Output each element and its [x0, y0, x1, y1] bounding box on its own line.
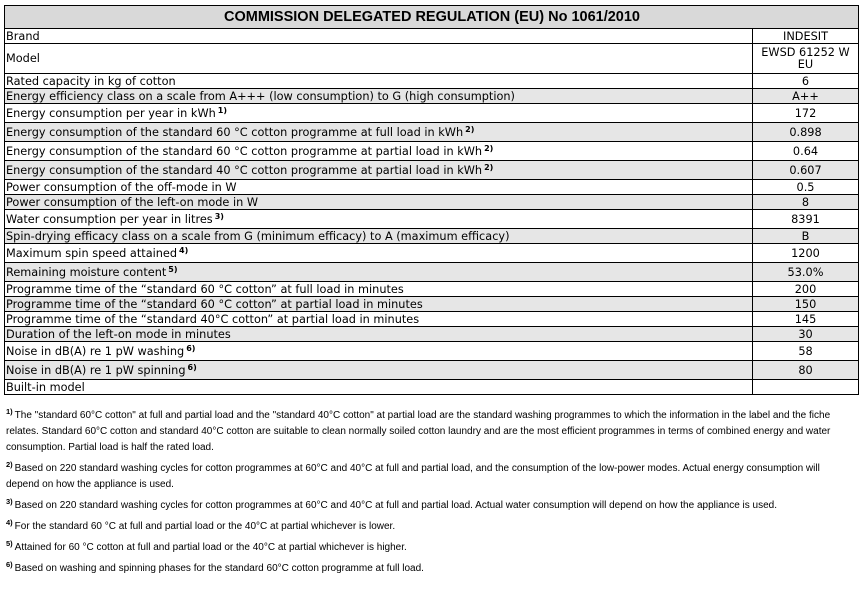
row-value: 0.5 — [753, 180, 859, 195]
row-label — [5, 161, 753, 180]
footnote-ref: 2) — [465, 124, 475, 134]
table-row — [5, 161, 859, 180]
row-label-text: Water consumption per year in litres — [6, 212, 213, 226]
row-label — [5, 104, 753, 123]
row-label-text: Brand — [6, 29, 40, 43]
row-label — [5, 244, 753, 263]
footnote-mark: 4) — [6, 518, 13, 527]
row-label-text: Spin-drying efficacy class on a scale from G (minimum efficacy) to A (maximum efficacy) — [6, 229, 510, 243]
footnote — [6, 498, 858, 514]
table-row — [5, 89, 859, 104]
row-label-text: Power consumption of the left-on mode in W — [6, 195, 259, 209]
row-value: 30 — [753, 327, 859, 342]
footnote-mark: 1) — [6, 407, 13, 416]
table-row — [5, 44, 859, 74]
row-label — [5, 89, 753, 104]
row-label-text: Noise in dB(A) re 1 pW spinning — [6, 363, 186, 377]
row-label — [5, 180, 753, 195]
table-row — [5, 361, 859, 380]
row-label — [5, 123, 753, 142]
table-row — [5, 210, 859, 229]
footnote-mark: 6) — [6, 560, 13, 569]
row-value: 0.64 — [753, 142, 859, 161]
row-label-text: Remaining moisture content — [6, 265, 167, 279]
row-label-text: Programme time of the “standard 60 °C cotton” at partial load in minutes — [6, 297, 423, 311]
row-label-text: Energy consumption per year in kWh — [6, 106, 216, 120]
table-row — [5, 74, 859, 89]
footnote-text: For the standard 60 °C at full and partial load or the 40°C at partial whichever is lower. — [14, 521, 396, 532]
footnote-ref: 2) — [484, 143, 494, 153]
row-label-text: Maximum spin speed attained — [6, 246, 178, 260]
row-label-text: Energy consumption of the standard 40 °C cotton programme at partial load in kWh — [6, 163, 483, 177]
footnote-ref: 6) — [186, 343, 196, 353]
product-fiche — [4, 5, 858, 582]
row-label — [5, 142, 753, 161]
footnote-ref: 6) — [187, 362, 197, 372]
row-label — [5, 312, 753, 327]
fiche-table — [4, 5, 859, 395]
row-label — [5, 195, 753, 210]
row-value: 0.607 — [753, 161, 859, 180]
row-value: 145 — [753, 312, 859, 327]
title-row — [5, 6, 859, 29]
row-value: EWSD 61252 W EU — [753, 44, 859, 74]
row-label — [5, 229, 753, 244]
table-row — [5, 123, 859, 142]
row-value: 8391 — [753, 210, 859, 229]
row-value: 172 — [753, 104, 859, 123]
row-label-text: Rated capacity in kg of cotton — [6, 74, 176, 88]
row-value: B — [753, 229, 859, 244]
table-row — [5, 263, 859, 282]
row-label-text: Programme time of the “standard 60 °C cotton” at full load in minutes — [6, 282, 404, 296]
row-label-text: Energy efficiency class on a scale from A+++ (low consumption) to G (high consumption) — [6, 89, 515, 103]
regulation-title: COMMISSION DELEGATED REGULATION (EU) No 1061/2010 — [5, 6, 859, 29]
row-label-text: Power consumption of the off-mode in W — [6, 180, 237, 194]
footnote-text: The "standard 60°C cotton" at full and partial load and the "standard 40°C cotton" at partial load are the standard washing programmes to which the information in the label and the fiche relates. Standard 60°C cotton and standard 40°C cotton are suitable to clean normally soiled cotton laundry and are the most efficient programmes in terms of combined energy and water consumption. Partial load is half the rated load. — [6, 410, 831, 453]
footnote-mark: 2) — [6, 460, 13, 469]
table-row — [5, 282, 859, 297]
row-label — [5, 74, 753, 89]
row-value: 6 — [753, 74, 859, 89]
row-value: 58 — [753, 342, 859, 361]
footnote-text: Based on washing and spinning phases for the standard 60°C cotton programme at full load. — [14, 563, 424, 574]
footnote-text: Attained for 60 °C cotton at full and partial load or the 40°C at partial whichever is higher. — [14, 542, 407, 553]
row-label-text: Built-in model — [6, 380, 85, 394]
row-value — [753, 380, 859, 395]
row-label-text: Duration of the left-on mode in minutes — [6, 327, 231, 341]
table-row — [5, 229, 859, 244]
row-label — [5, 44, 753, 74]
row-label — [5, 380, 753, 395]
row-label — [5, 210, 753, 229]
table-row — [5, 180, 859, 195]
footnotes — [4, 408, 858, 577]
row-label — [5, 361, 753, 380]
footnote — [6, 461, 858, 493]
row-value: 0.898 — [753, 123, 859, 142]
footnote-mark: 5) — [6, 539, 13, 548]
footnote-text: Based on 220 standard washing cycles for cotton programmes at 60°C and 40°C at full and partial load. Actual water consumption will depend on how the appliance is used. — [14, 500, 778, 511]
row-label-text: Programme time of the “standard 40°C cotton” at partial load in minutes — [6, 312, 420, 326]
row-value: 150 — [753, 297, 859, 312]
row-label-text: Model — [6, 52, 40, 65]
row-value: 8 — [753, 195, 859, 210]
table-row — [5, 142, 859, 161]
row-label — [5, 297, 753, 312]
row-label — [5, 282, 753, 297]
row-value: INDESIT — [753, 29, 859, 44]
row-label-text: Energy consumption of the standard 60 °C cotton programme at full load in kWh — [6, 125, 464, 139]
footnote-ref: 1) — [217, 105, 228, 115]
table-row — [5, 195, 859, 210]
row-value: 80 — [753, 361, 859, 380]
row-value: 1200 — [753, 244, 859, 263]
row-label — [5, 327, 753, 342]
footnote-ref: 3) — [214, 211, 224, 221]
footnote-ref: 5) — [168, 264, 178, 274]
row-label — [5, 29, 753, 44]
footnote — [6, 519, 858, 535]
footnote — [6, 408, 858, 456]
row-value: 200 — [753, 282, 859, 297]
table-row — [5, 244, 859, 263]
table-row — [5, 380, 859, 395]
table-row — [5, 29, 859, 44]
table-row — [5, 104, 859, 123]
table-row — [5, 297, 859, 312]
row-label — [5, 263, 753, 282]
row-label-text: Energy consumption of the standard 60 °C cotton programme at partial load in kWh — [6, 144, 483, 158]
row-value: 53.0% — [753, 263, 859, 282]
footnote-ref: 2) — [484, 162, 494, 172]
table-row — [5, 327, 859, 342]
table-row — [5, 312, 859, 327]
footnote-mark: 3) — [6, 497, 13, 506]
footnote-text: Based on 220 standard washing cycles for cotton programmes at 60°C and 40°C at full and partial load, and the consumption of the low-power modes. Actual energy consumption will depend on how the appliance is used. — [6, 463, 820, 490]
footnote — [6, 540, 858, 556]
table-row — [5, 342, 859, 361]
footnote — [6, 561, 858, 577]
row-label-text: Noise in dB(A) re 1 pW washing — [6, 344, 185, 358]
row-value: A++ — [753, 89, 859, 104]
row-label — [5, 342, 753, 361]
footnote-ref: 4) — [179, 245, 189, 255]
